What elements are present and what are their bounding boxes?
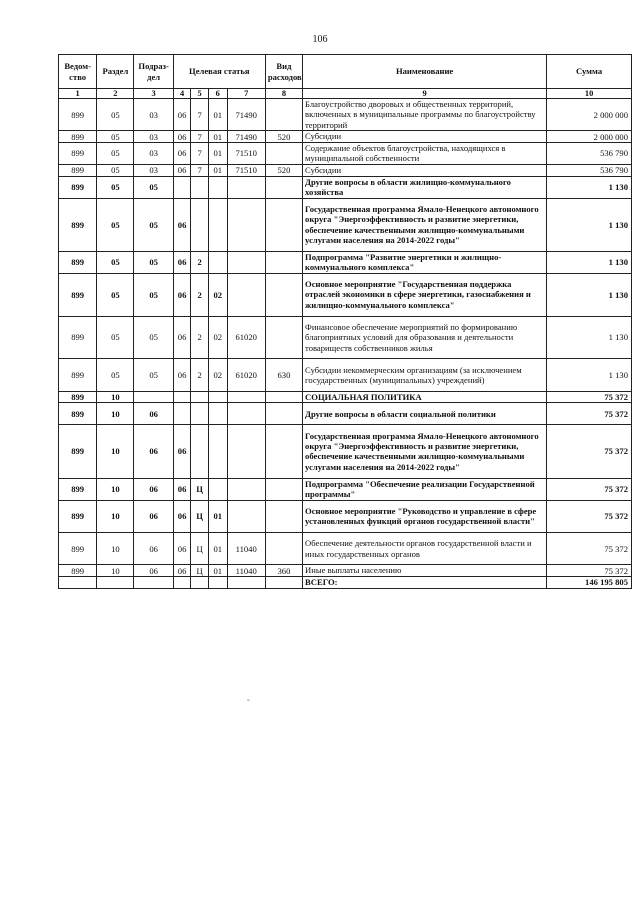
- cell-celevaya-2: [191, 576, 209, 588]
- cell-naimenovanie: Государственная программа Ямало-Ненецкого автономного округа "Энергоэффективность и развитие энергетики, обеспечение качественными жилищно-коммунальными услугами населения на 2014-2022 годы": [303, 425, 547, 478]
- cell-naimenovanie: Финансовое обеспечение мероприятий по формированию благоприятных условий для образования и деятельности товариществ собственников жилья: [303, 316, 547, 359]
- table-row: [59, 273, 632, 316]
- cell-summa: 536 790: [547, 142, 632, 164]
- cell-celevaya-3: 02: [208, 316, 227, 359]
- cell-podrazdel: 03: [134, 164, 173, 176]
- cell-naimenovanie: Субсидии: [303, 164, 547, 176]
- table-row: [59, 500, 632, 532]
- table-row: [59, 532, 632, 564]
- cell-razdel: 10: [97, 478, 134, 500]
- cell-celevaya-3: 01: [208, 500, 227, 532]
- cell-naimenovanie: Обеспечение деятельности органов государственной власти и иных государственных органов: [303, 532, 547, 564]
- cell-naimenovanie: Основное мероприятие "Руководство и управление в сфере установленных функций органов государственной власти": [303, 500, 547, 532]
- header-podrazdel: Подраз-дел: [134, 55, 173, 89]
- cell-celevaya-4: 11040: [227, 565, 265, 577]
- cell-ved: [59, 576, 97, 588]
- cell-celevaya-1: [173, 176, 191, 198]
- cell-vid-rashodov: [265, 316, 302, 359]
- cell-summa: 75 372: [547, 500, 632, 532]
- cell-ved: 899: [59, 316, 97, 359]
- cell-celevaya-4: 71490: [227, 131, 265, 143]
- cell-celevaya-4: 11040: [227, 532, 265, 564]
- cell-razdel: 10: [97, 403, 134, 425]
- cell-celevaya-1: 06: [173, 425, 191, 478]
- cell-celevaya-1: 06: [173, 164, 191, 176]
- cell-celevaya-3: 01: [208, 565, 227, 577]
- cell-celevaya-3: [208, 478, 227, 500]
- cell-podrazdel: 06: [134, 500, 173, 532]
- cell-celevaya-4: [227, 273, 265, 316]
- cell-vid-rashodov: [265, 576, 302, 588]
- cell-ved: 899: [59, 251, 97, 273]
- cell-summa: 2 000 000: [547, 131, 632, 143]
- cell-razdel: 05: [97, 273, 134, 316]
- table-body: [59, 99, 632, 589]
- table-row: [59, 316, 632, 359]
- cell-ved: 899: [59, 359, 97, 391]
- cell-razdel: 10: [97, 391, 134, 403]
- table-row: [59, 176, 632, 198]
- cell-vid-rashodov: [265, 251, 302, 273]
- cell-naimenovanie: Субсидии некоммерческим организациям (за исключением государственных (муниципальных) учреждений): [303, 359, 547, 391]
- cell-razdel: 10: [97, 565, 134, 577]
- cell-razdel: 05: [97, 359, 134, 391]
- cell-podrazdel: 05: [134, 359, 173, 391]
- table-row: [59, 403, 632, 425]
- cell-vid-rashodov: 360: [265, 565, 302, 577]
- column-number: 5: [191, 89, 209, 99]
- cell-celevaya-1: 06: [173, 500, 191, 532]
- cell-razdel: 05: [97, 131, 134, 143]
- cell-naimenovanie: Подпрограмма "Обеспечение реализации Государственной программы": [303, 478, 547, 500]
- cell-celevaya-2: [191, 176, 209, 198]
- cell-vid-rashodov: 520: [265, 164, 302, 176]
- cell-celevaya-2: 7: [191, 99, 209, 131]
- cell-vid-rashodov: 630: [265, 359, 302, 391]
- cell-ved: 899: [59, 565, 97, 577]
- cell-vid-rashodov: [265, 532, 302, 564]
- cell-razdel: 10: [97, 532, 134, 564]
- cell-summa: 146 195 805: [547, 576, 632, 588]
- cell-podrazdel: 03: [134, 99, 173, 131]
- cell-ved: 899: [59, 142, 97, 164]
- column-number: 1: [59, 89, 97, 99]
- cell-summa: 75 372: [547, 532, 632, 564]
- cell-celevaya-3: 01: [208, 142, 227, 164]
- cell-razdel: 10: [97, 500, 134, 532]
- cell-razdel: 05: [97, 164, 134, 176]
- cell-celevaya-3: 01: [208, 532, 227, 564]
- cell-ved: 899: [59, 99, 97, 131]
- cell-celevaya-2: Ц: [191, 565, 209, 577]
- cell-razdel: [97, 576, 134, 588]
- cell-razdel: 05: [97, 176, 134, 198]
- cell-ved: 899: [59, 198, 97, 251]
- cell-podrazdel: 05: [134, 316, 173, 359]
- cell-celevaya-3: 01: [208, 164, 227, 176]
- cell-celevaya-4: 61020: [227, 359, 265, 391]
- cell-summa: 75 372: [547, 565, 632, 577]
- cell-celevaya-1: 06: [173, 273, 191, 316]
- cell-summa: 75 372: [547, 425, 632, 478]
- cell-podrazdel: 06: [134, 532, 173, 564]
- table-row: [59, 131, 632, 143]
- cell-celevaya-1: 06: [173, 359, 191, 391]
- page-number: 106: [312, 34, 328, 45]
- cell-celevaya-1: 06: [173, 316, 191, 359]
- cell-naimenovanie: Государственная программа Ямало-Ненецкого автономного округа "Энергоэффективность и развитие энергетики, обеспечение качественными жилищно-коммунальными услугами населения на 2014-2022 годы": [303, 198, 547, 251]
- column-numbers-row: [59, 89, 632, 99]
- cell-ved: 899: [59, 425, 97, 478]
- cell-celevaya-3: [208, 198, 227, 251]
- cell-razdel: 10: [97, 425, 134, 478]
- column-number: 7: [227, 89, 265, 99]
- cell-celevaya-2: 7: [191, 131, 209, 143]
- cell-vid-rashodov: [265, 478, 302, 500]
- cell-podrazdel: 05: [134, 251, 173, 273]
- cell-celevaya-3: 01: [208, 131, 227, 143]
- cell-ved: 899: [59, 478, 97, 500]
- cell-summa: 75 372: [547, 403, 632, 425]
- cell-naimenovanie: Благоустройство дворовых и общественных территорий, включенных в муниципальные программы по благоустройству территорий: [303, 99, 547, 131]
- cell-celevaya-1: 06: [173, 198, 191, 251]
- table-row: [59, 99, 632, 131]
- cell-celevaya-4: [227, 403, 265, 425]
- cell-celevaya-3: [208, 403, 227, 425]
- cell-summa: 536 790: [547, 164, 632, 176]
- cell-vid-rashodov: [265, 176, 302, 198]
- table-row: [59, 391, 632, 403]
- budget-table: [58, 54, 632, 589]
- cell-celevaya-1: 06: [173, 251, 191, 273]
- cell-celevaya-2: 2: [191, 273, 209, 316]
- cell-celevaya-4: 71510: [227, 142, 265, 164]
- table-row: [59, 164, 632, 176]
- cell-podrazdel: 05: [134, 176, 173, 198]
- cell-razdel: 05: [97, 251, 134, 273]
- cell-vid-rashodov: [265, 99, 302, 131]
- table-row: [59, 198, 632, 251]
- cell-summa: 1 130: [547, 251, 632, 273]
- cell-ved: 899: [59, 131, 97, 143]
- cell-celevaya-4: [227, 576, 265, 588]
- cell-celevaya-3: [208, 176, 227, 198]
- cell-celevaya-3: 02: [208, 273, 227, 316]
- cell-celevaya-1: [173, 403, 191, 425]
- cell-vid-rashodov: [265, 142, 302, 164]
- cell-naimenovanie: Другие вопросы в области социальной политики: [303, 403, 547, 425]
- cell-podrazdel: 03: [134, 142, 173, 164]
- cell-vid-rashodov: [265, 391, 302, 403]
- cell-vid-rashodov: [265, 198, 302, 251]
- cell-celevaya-2: 7: [191, 142, 209, 164]
- cell-podrazdel: 06: [134, 565, 173, 577]
- cell-celevaya-3: [208, 391, 227, 403]
- header-razdel: Раздел: [97, 55, 134, 89]
- cell-celevaya-4: [227, 391, 265, 403]
- cell-naimenovanie: Иные выплаты населению: [303, 565, 547, 577]
- cell-celevaya-2: [191, 425, 209, 478]
- cell-ved: 899: [59, 500, 97, 532]
- cell-celevaya-1: [173, 576, 191, 588]
- cell-celevaya-1: 06: [173, 478, 191, 500]
- table-row: [59, 425, 632, 478]
- cell-celevaya-4: [227, 500, 265, 532]
- cell-summa: 1 130: [547, 316, 632, 359]
- cell-naimenovanie: СОЦИАЛЬНАЯ ПОЛИТИКА: [303, 391, 547, 403]
- cell-celevaya-4: [227, 251, 265, 273]
- cell-razdel: 05: [97, 198, 134, 251]
- cell-celevaya-4: 61020: [227, 316, 265, 359]
- cell-celevaya-4: 71510: [227, 164, 265, 176]
- cell-vid-rashodov: [265, 500, 302, 532]
- cell-celevaya-3: [208, 251, 227, 273]
- cell-celevaya-1: 06: [173, 565, 191, 577]
- cell-summa: 1 130: [547, 359, 632, 391]
- cell-ved: 899: [59, 176, 97, 198]
- header-vid-rashodov: Вид расходов: [265, 55, 302, 89]
- header-ved: Ведом-ство: [59, 55, 97, 89]
- cell-celevaya-3: [208, 425, 227, 478]
- cell-summa: 1 130: [547, 176, 632, 198]
- header-row: [59, 55, 632, 89]
- cell-celevaya-2: 2: [191, 359, 209, 391]
- table-row: [59, 142, 632, 164]
- table-row: [59, 359, 632, 391]
- column-number: 4: [173, 89, 191, 99]
- cell-vid-rashodov: [265, 425, 302, 478]
- cell-summa: 75 372: [547, 391, 632, 403]
- column-number: 8: [265, 89, 302, 99]
- table-row: [59, 576, 632, 588]
- cell-celevaya-2: [191, 391, 209, 403]
- cell-celevaya-2: 2: [191, 251, 209, 273]
- header-celevaya-statya: Целевая статья: [173, 55, 265, 89]
- cell-naimenovanie: Другие вопросы в области жилищно-коммунального хозяйства: [303, 176, 547, 198]
- cell-celevaya-3: 01: [208, 99, 227, 131]
- cell-celevaya-1: 06: [173, 131, 191, 143]
- cell-celevaya-3: 02: [208, 359, 227, 391]
- column-number: 6: [208, 89, 227, 99]
- cell-celevaya-1: 06: [173, 532, 191, 564]
- cell-celevaya-2: [191, 198, 209, 251]
- column-number: 2: [97, 89, 134, 99]
- cell-celevaya-2: Ц: [191, 500, 209, 532]
- cell-naimenovanie: Субсидии: [303, 131, 547, 143]
- cell-razdel: 05: [97, 142, 134, 164]
- table-row: [59, 251, 632, 273]
- cell-summa: 75 372: [547, 478, 632, 500]
- cell-podrazdel: 06: [134, 478, 173, 500]
- cell-vid-rashodov: 520: [265, 131, 302, 143]
- table-row: [59, 565, 632, 577]
- cell-podrazdel: 03: [134, 131, 173, 143]
- cell-celevaya-1: 06: [173, 99, 191, 131]
- cell-summa: 2 000 000: [547, 99, 632, 131]
- cell-razdel: 05: [97, 99, 134, 131]
- cell-podrazdel: 05: [134, 273, 173, 316]
- column-number: 3: [134, 89, 173, 99]
- cell-naimenovanie: Подпрограмма "Развитие энергетики и жилищно-коммунального комплекса": [303, 251, 547, 273]
- cell-celevaya-1: 06: [173, 142, 191, 164]
- cell-razdel: 05: [97, 316, 134, 359]
- cell-ved: 899: [59, 391, 97, 403]
- cell-summa: 1 130: [547, 198, 632, 251]
- column-number: 9: [303, 89, 547, 99]
- cell-celevaya-3: [208, 576, 227, 588]
- cell-podrazdel: [134, 391, 173, 403]
- cell-naimenovanie: Содержание объектов благоустройства, находящихся в муниципальной собственности: [303, 142, 547, 164]
- cell-celevaya-4: [227, 425, 265, 478]
- cell-celevaya-4: [227, 478, 265, 500]
- cell-podrazdel: 05: [134, 198, 173, 251]
- cell-celevaya-2: Ц: [191, 478, 209, 500]
- cell-summa: 1 130: [547, 273, 632, 316]
- cell-celevaya-2: 7: [191, 164, 209, 176]
- cell-celevaya-4: [227, 198, 265, 251]
- cell-ved: 899: [59, 164, 97, 176]
- cell-podrazdel: 06: [134, 403, 173, 425]
- cell-celevaya-2: Ц: [191, 532, 209, 564]
- cell-vid-rashodov: [265, 273, 302, 316]
- cell-ved: 899: [59, 532, 97, 564]
- header-naimenovanie: Наименование: [303, 55, 547, 89]
- cell-podrazdel: [134, 576, 173, 588]
- cell-celevaya-2: 2: [191, 316, 209, 359]
- cell-naimenovanie: ВСЕГО:: [303, 576, 547, 588]
- cell-naimenovanie: Основное мероприятие "Государственная поддержка отраслей экономики в сфере энергетики, газоснабжения и жилищно-коммунального комплекса": [303, 273, 547, 316]
- cell-celevaya-4: 71490: [227, 99, 265, 131]
- cell-podrazdel: 06: [134, 425, 173, 478]
- cell-ved: 899: [59, 403, 97, 425]
- table-row: [59, 478, 632, 500]
- scan-mark: ˜: [247, 698, 250, 707]
- cell-celevaya-4: [227, 176, 265, 198]
- cell-ved: 899: [59, 273, 97, 316]
- header-summa: Сумма: [547, 55, 632, 89]
- cell-celevaya-2: [191, 403, 209, 425]
- cell-celevaya-1: [173, 391, 191, 403]
- cell-vid-rashodov: [265, 403, 302, 425]
- column-number: 10: [547, 89, 632, 99]
